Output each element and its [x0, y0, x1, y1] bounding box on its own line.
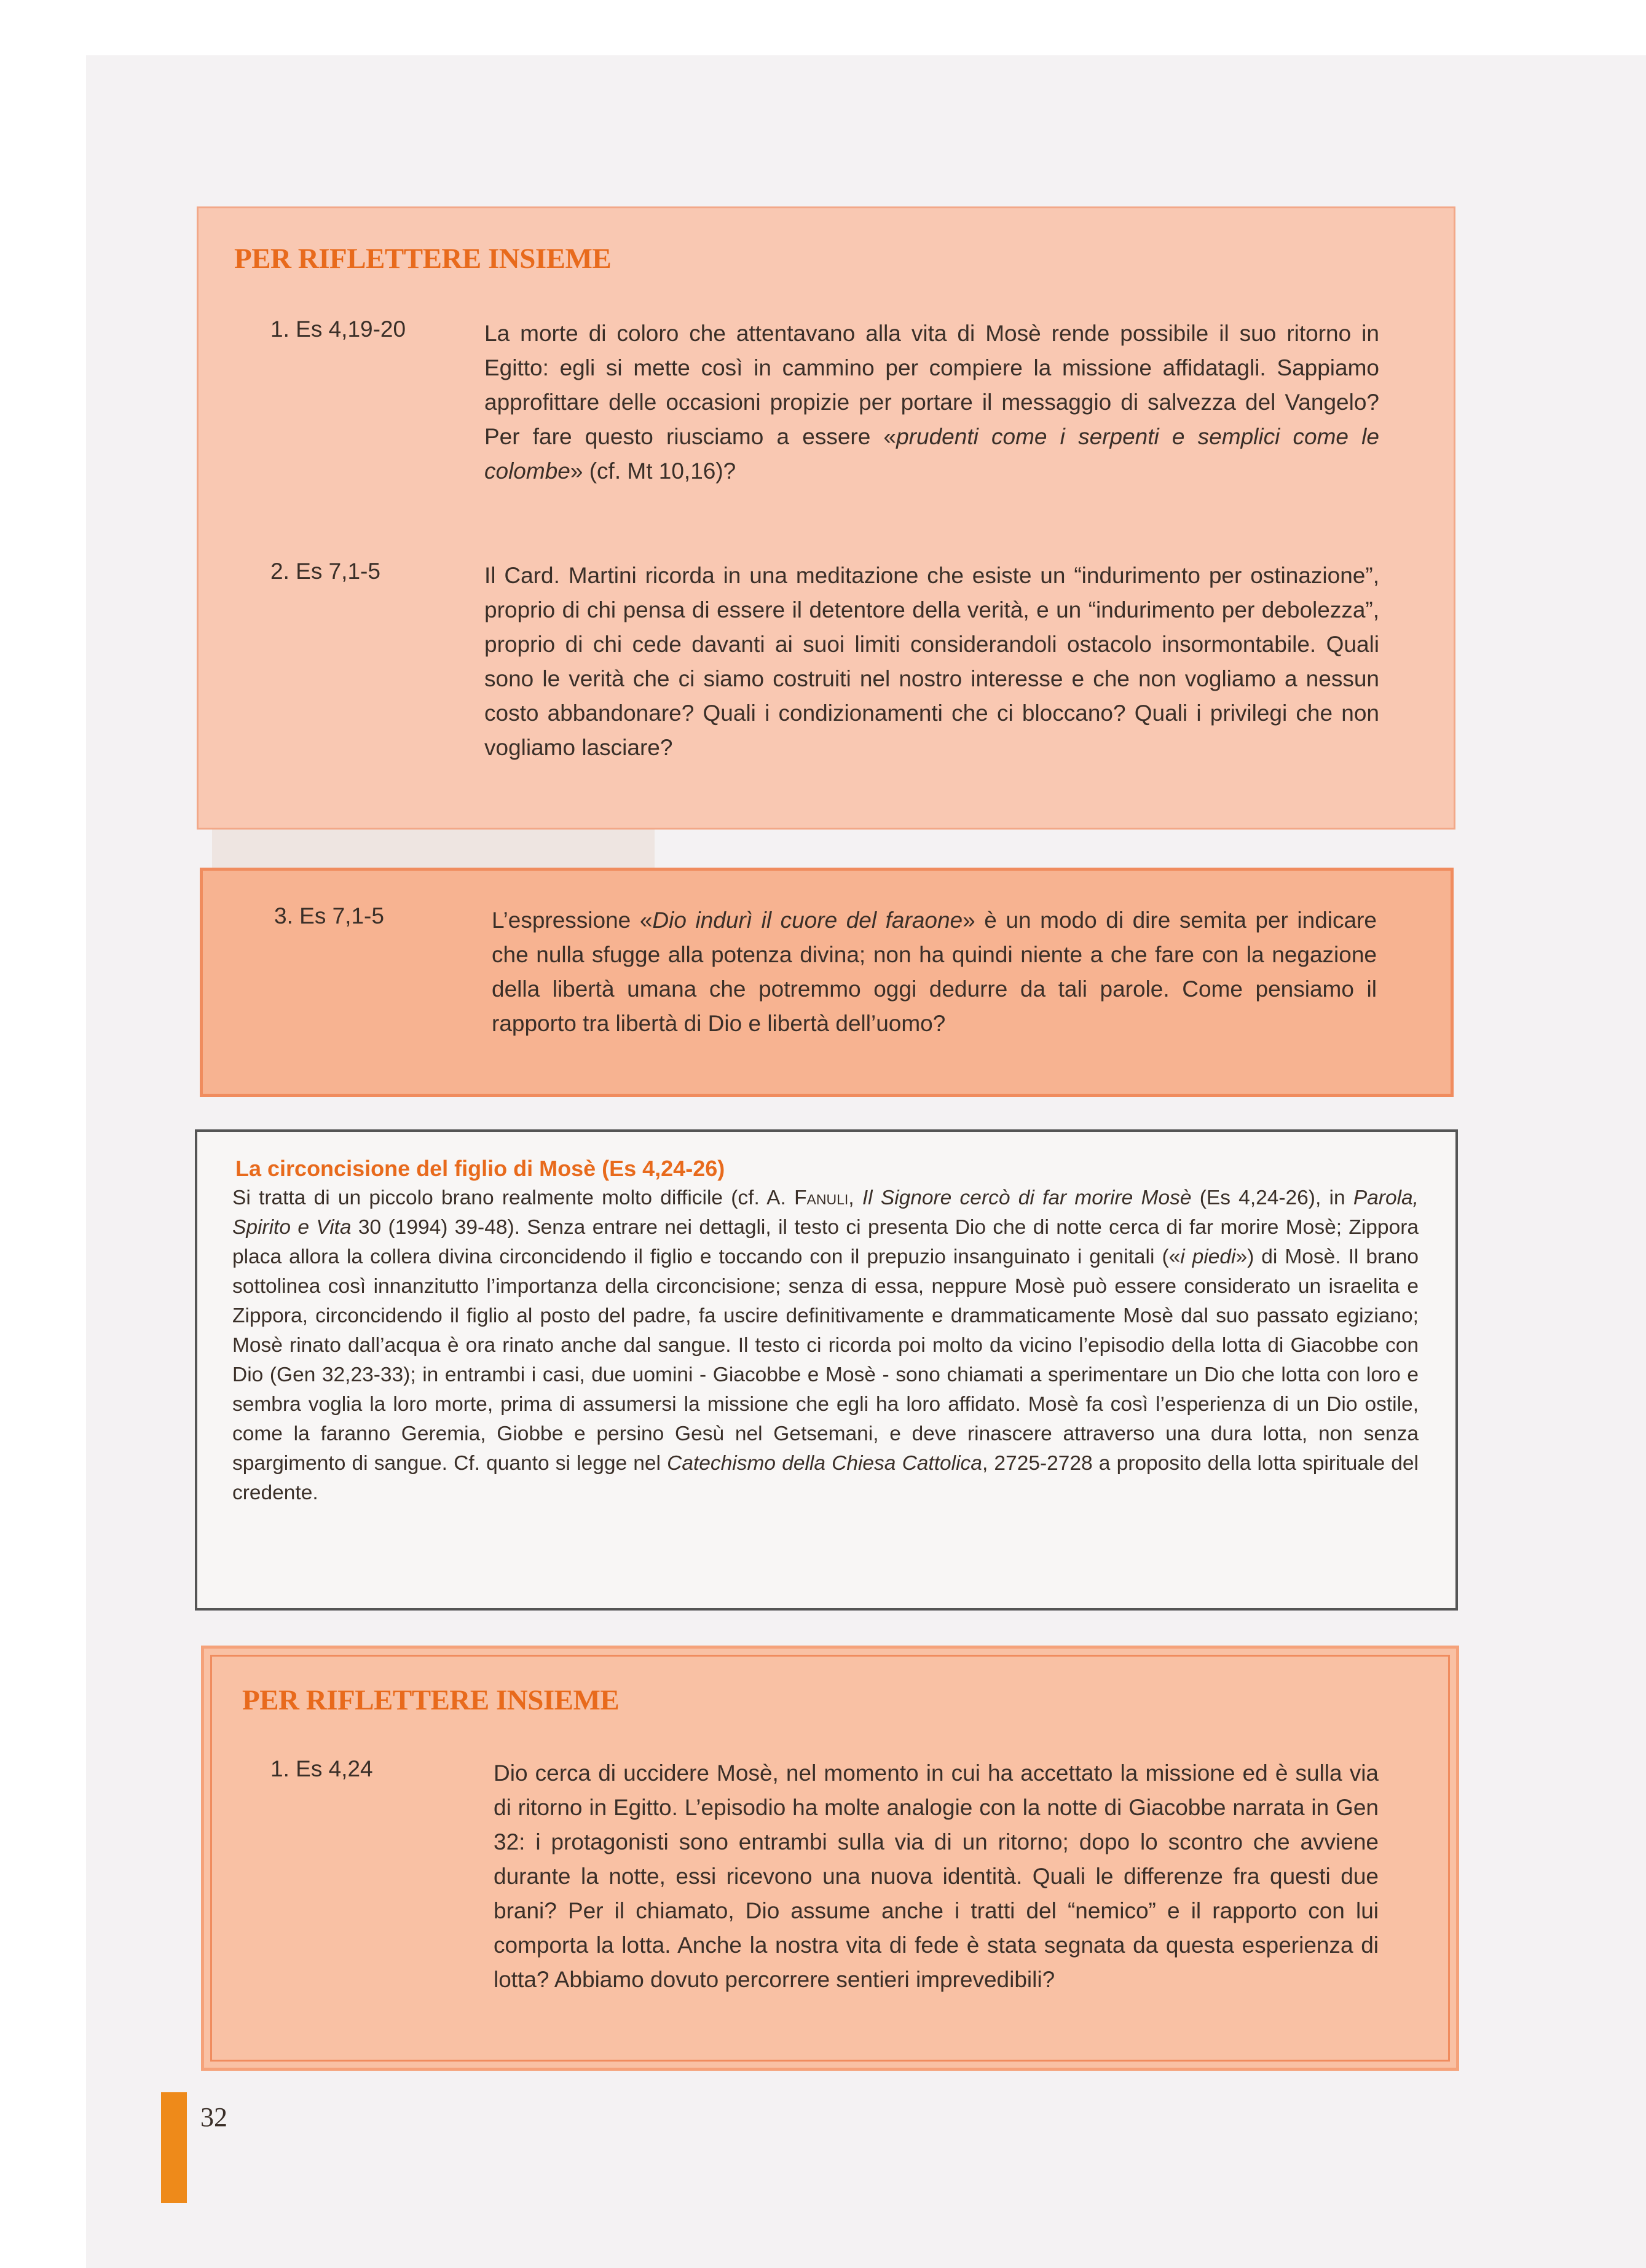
circ-feet: i piedi — [1180, 1246, 1236, 1268]
circ-work2: Parola, Spirito e Vita — [232, 1187, 1419, 1239]
item2-text: Il Card. Martini ricorda in una meditazione che esiste un “indurimento per ostinazione”, proprio di chi pensa di essere il detentore della verità, e un “indurimento per debolezza”, proprio di chi cede davanti ai suoi limiti considerandoli ostacolo insormontabile. Quali sono le verità che ci siamo costruiti nel nostro interesse e che non vogliamo a nessun costo abbandonare? Quali i condizionamenti che ci bloccano? Quali i privilegi che non vogliamo lasciare? — [484, 563, 1379, 760]
box4-title: PER RIFLETTERE INSIEME — [242, 1684, 620, 1716]
item1-text-b: » (cf. Mt 10,16)? — [570, 458, 736, 484]
circ-p1: Si tratta di un piccolo brano realmente molto difficile (cf. A. — [232, 1187, 795, 1209]
circumcision-text — [232, 1183, 1419, 1508]
item1-text-a: La morte di coloro che attentavano alla vita di Mosè rende possibile il suo ritorno in Egitto: egli si mette così in cammino per compiere la missione affidatagli. Sappiamo approfittare delle occasioni propizie per portare il messaggio di salvezza del Vangelo? Per fare questo riusciamo a essere « — [484, 321, 1379, 449]
circ-p6: , 2725-2728 a proposito della lotta spirituale del credente. — [232, 1452, 1419, 1504]
item3-text — [492, 903, 1377, 1041]
item1-text — [484, 316, 1379, 489]
circ-work1: Il Signore cercò di far morire Mosè — [862, 1187, 1192, 1209]
circ-p2: , — [848, 1187, 862, 1209]
item3-text-b: » è un modo di dire semita per indicare che nulla sfugge alla potenza divina; non ha quindi niente a che fare con la negazione della libertà umana che potremmo oggi dedurre da tali parole. Come pensiamo il rapporto tra libertà di Dio e libertà dell’uomo? — [492, 908, 1377, 1036]
circ-p3: (Es 4,24-26), in — [1191, 1187, 1353, 1209]
page-number: 32 — [200, 2102, 227, 2132]
item4-label: 1. Es 4,24 — [270, 1756, 373, 1781]
item2-label: 2. Es 7,1-5 — [270, 559, 380, 584]
item1-label: 1. Es 4,19-20 — [270, 316, 406, 342]
circ-p4: 30 (1994) 39-48). Senza entrare nei dettagli, il testo ci presenta Dio che di notte cerca di far morire Mosè; Zippora placa allora la collera divina circoncidendo il figlio e toccando con il prepuzio insanguinato i genitali (« — [232, 1216, 1419, 1268]
circumcision-title: La circoncisione del figlio di Mosè (Es 4,24-26) — [235, 1156, 725, 1181]
item3-text-quote: Dio indurì il cuore del faraone — [652, 908, 963, 933]
item3-label: 3. Es 7,1-5 — [274, 903, 384, 928]
page-number-bar — [161, 2092, 187, 2203]
item1-text-quote: prudenti come i serpenti e semplici come le colombe — [484, 424, 1379, 484]
item3-text-a: L’espressione « — [492, 908, 653, 933]
circ-p5: ») di Mosè. Il brano sottolinea così innanzitutto l’importanza della circoncisione; senza di essa, neppure Mosè può essere considerato un israelita e Zippora, circoncidendo il figlio al posto del padre, fa uscire definitivamente e drammaticamente Mosè dal suo passato egiziano; Mosè rinato dall’acqua è ora rinato anche dal sangue. Il testo ci ricorda poi molto da vicino l’episodio della lotta di Giacobbe con Dio (Gen 32,23-33); in entrambi i casi, due uomini - Giacobbe e Mosè - sono chiamati a sperimentare un Dio che lotta con loro e sembra voglia la loro morte, prima di assumersi la missione che egli ha loro affidato. Mosè fa così l’esperienza di un Dio ostile, come la faranno Geremia, Giobbe e persino Gesù nel Getsemani, e deve rinascere attraverso una dura lotta, non senza spargimento di sangue. Cf. quanto si legge nel — [232, 1246, 1419, 1475]
box1-title: PER RIFLETTERE INSIEME — [234, 243, 612, 275]
circ-author: Fanuli — [794, 1187, 849, 1209]
circ-work3: Catechismo della Chiesa Cattolica — [667, 1452, 982, 1475]
item4-text: Dio cerca di uccidere Mosè, nel momento in cui ha accettato la missione ed è sulla via di ritorno in Egitto. L’episodio ha molte analogie con la notte di Giacobbe narrata in Gen 32: i protagonisti sono entrambi sulla via di un ritorno; dopo lo scontro che avviene durante la notte, essi ricevono una nuova identità. Quali le differenze fra questi due brani? Per il chiamato, Dio assume anche i tratti del “nemico” e il rapporto con lui comporta la lotta. Anche la nostra vita di fede è stata segnata da questa esperienza di lotta? Abbiamo dovuto percorrere sentieri imprevedibili? — [494, 1760, 1379, 1992]
